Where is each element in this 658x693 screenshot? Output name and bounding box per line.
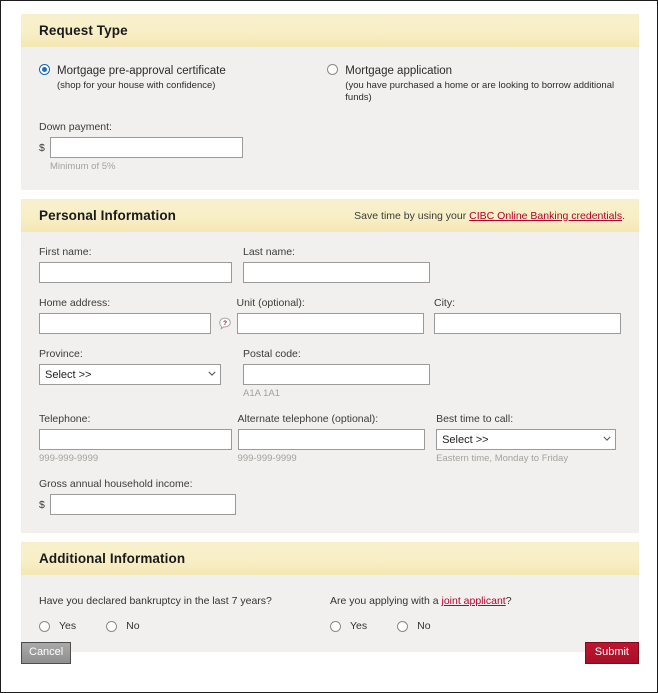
postal-code-label: Postal code: (243, 348, 301, 360)
city-label: City: (434, 297, 455, 309)
city-input[interactable] (434, 313, 621, 334)
first-name-label: First name: (39, 246, 92, 258)
postal-code-input[interactable] (243, 364, 430, 385)
form-container (21, 14, 639, 652)
bankruptcy-question-text (39, 595, 330, 607)
radio-preapproval-label: Mortgage pre-approval certificate (57, 65, 226, 77)
best-time-to-call-hint: Eastern time, Monday to Friday (436, 453, 569, 464)
unit-group (237, 297, 435, 334)
section-personal-information (21, 199, 639, 533)
online-banking-note (354, 210, 625, 222)
section-request-type (21, 14, 639, 190)
best-time-to-call-label: Best time to call: (436, 413, 514, 425)
bankruptcy-yes-option[interactable] (39, 620, 76, 632)
province-label: Province: (39, 348, 83, 360)
home-address-input-row (39, 313, 237, 334)
last-name-label: Last name: (243, 246, 295, 258)
section-additional-information (21, 542, 639, 652)
province-postal-row (39, 348, 621, 399)
down-payment-label: Down payment: (39, 121, 112, 133)
radio-application-sublabel: (you have purchased a home or are looking to borrow additional funds) (345, 80, 615, 103)
telephone-input[interactable] (39, 429, 232, 450)
last-name-input[interactable] (243, 262, 430, 283)
joint-applicant-link[interactable]: joint applicant (441, 595, 506, 607)
city-group (434, 297, 621, 334)
joint-applicant-no-label: No (417, 620, 431, 632)
section-header-additional-information (21, 542, 639, 575)
submit-button[interactable]: Submit (585, 642, 639, 664)
radio-bankruptcy-no-icon[interactable] (106, 621, 117, 632)
currency-symbol: $ (39, 141, 45, 154)
province-group (39, 348, 243, 399)
down-payment-hint: Minimum of 5% (50, 161, 116, 172)
radio-preapproval-sublabel: (shop for your house with confidence) (57, 80, 216, 91)
telephone-group (39, 413, 238, 464)
home-address-input[interactable] (39, 313, 211, 334)
bankruptcy-question-group (39, 595, 330, 632)
section-body-personal-information (21, 232, 639, 533)
radio-preapproval-icon[interactable] (39, 64, 50, 75)
note-prefix: Save time by using your (354, 209, 470, 222)
postal-code-group (243, 348, 447, 399)
section-header-request-type (21, 14, 639, 47)
section-title: Request Type (39, 23, 128, 38)
bankruptcy-yes-label: Yes (59, 620, 77, 632)
bankruptcy-question-label: Have you declared bankruptcy in the last 7 years? (39, 595, 272, 607)
province-select-wrap (39, 364, 221, 385)
first-name-group (39, 246, 243, 283)
section-body-additional-information (21, 575, 639, 652)
down-payment-input[interactable] (50, 137, 243, 158)
radio-joint-no-icon[interactable] (397, 621, 408, 632)
joint-applicant-yes-option[interactable] (330, 620, 367, 632)
note-suffix: . (622, 209, 625, 222)
bankruptcy-radio-group (39, 620, 330, 632)
section-title: Additional Information (39, 551, 186, 566)
alternate-telephone-input[interactable] (238, 429, 425, 450)
cancel-button[interactable]: Cancel (21, 642, 71, 664)
request-type-option-preapproval-wrap (39, 61, 327, 104)
section-header-personal-information (21, 199, 639, 232)
name-row (39, 246, 621, 283)
svg-text:?: ? (223, 319, 227, 327)
gross-income-label: Gross annual household income: (39, 478, 193, 490)
down-payment-input-row (39, 137, 621, 158)
bankruptcy-no-option[interactable] (106, 620, 139, 632)
request-type-radio-group (39, 61, 621, 104)
gross-income-group (39, 478, 236, 515)
address-row (39, 297, 621, 334)
joint-applicant-question-text (330, 595, 621, 607)
first-name-input[interactable] (39, 262, 232, 283)
joint-question-suffix: ? (505, 595, 512, 607)
radio-joint-yes-icon[interactable] (330, 621, 341, 632)
home-address-group (39, 297, 237, 334)
gross-income-row (39, 478, 621, 515)
best-time-to-call-select[interactable] (436, 429, 616, 450)
telephone-row (39, 413, 621, 464)
bankruptcy-no-label: No (126, 620, 140, 632)
section-title: Personal Information (39, 208, 177, 223)
joint-applicant-question-group (330, 595, 621, 632)
alternate-telephone-label: Alternate telephone (optional): (237, 413, 379, 425)
down-payment-field-group (39, 121, 621, 172)
radio-application-text (345, 61, 621, 104)
joint-applicant-no-option[interactable] (397, 620, 430, 632)
province-select[interactable] (39, 364, 221, 385)
postal-code-hint: A1A 1A1 (243, 388, 280, 399)
radio-bankruptcy-yes-icon[interactable] (39, 621, 50, 632)
home-address-label: Home address: (39, 297, 111, 309)
telephone-hint: 999-999-9999 (39, 453, 99, 464)
gross-income-input-row (39, 494, 236, 515)
currency-symbol: $ (39, 498, 45, 511)
section-body-request-type (21, 47, 639, 190)
best-time-to-call-group (436, 413, 621, 464)
joint-question-prefix: Are you applying with a (330, 595, 442, 607)
form-footer (21, 642, 639, 664)
request-type-option-application-wrap (327, 61, 621, 104)
gross-income-input[interactable] (50, 494, 236, 515)
unit-input[interactable] (237, 313, 424, 334)
radio-option-preapproval[interactable] (39, 61, 327, 92)
radio-application-icon[interactable] (327, 64, 338, 75)
radio-option-application[interactable] (327, 61, 621, 104)
unit-label: Unit (optional): (236, 297, 305, 309)
joint-applicant-radio-group (330, 620, 621, 632)
alternate-telephone-hint: 999-999-9999 (237, 453, 297, 464)
radio-preapproval-text (57, 61, 226, 92)
best-time-select-wrap (436, 429, 616, 450)
joint-applicant-yes-label: Yes (350, 620, 368, 632)
last-name-group (243, 246, 447, 283)
question-help-icon[interactable] (218, 317, 232, 331)
cibc-online-banking-credentials-link[interactable]: CIBC Online Banking credentials (469, 209, 623, 222)
radio-application-label: Mortgage application (345, 65, 453, 77)
additional-questions-row (39, 595, 621, 632)
alternate-telephone-group (238, 413, 437, 464)
telephone-label: Telephone: (39, 413, 91, 425)
